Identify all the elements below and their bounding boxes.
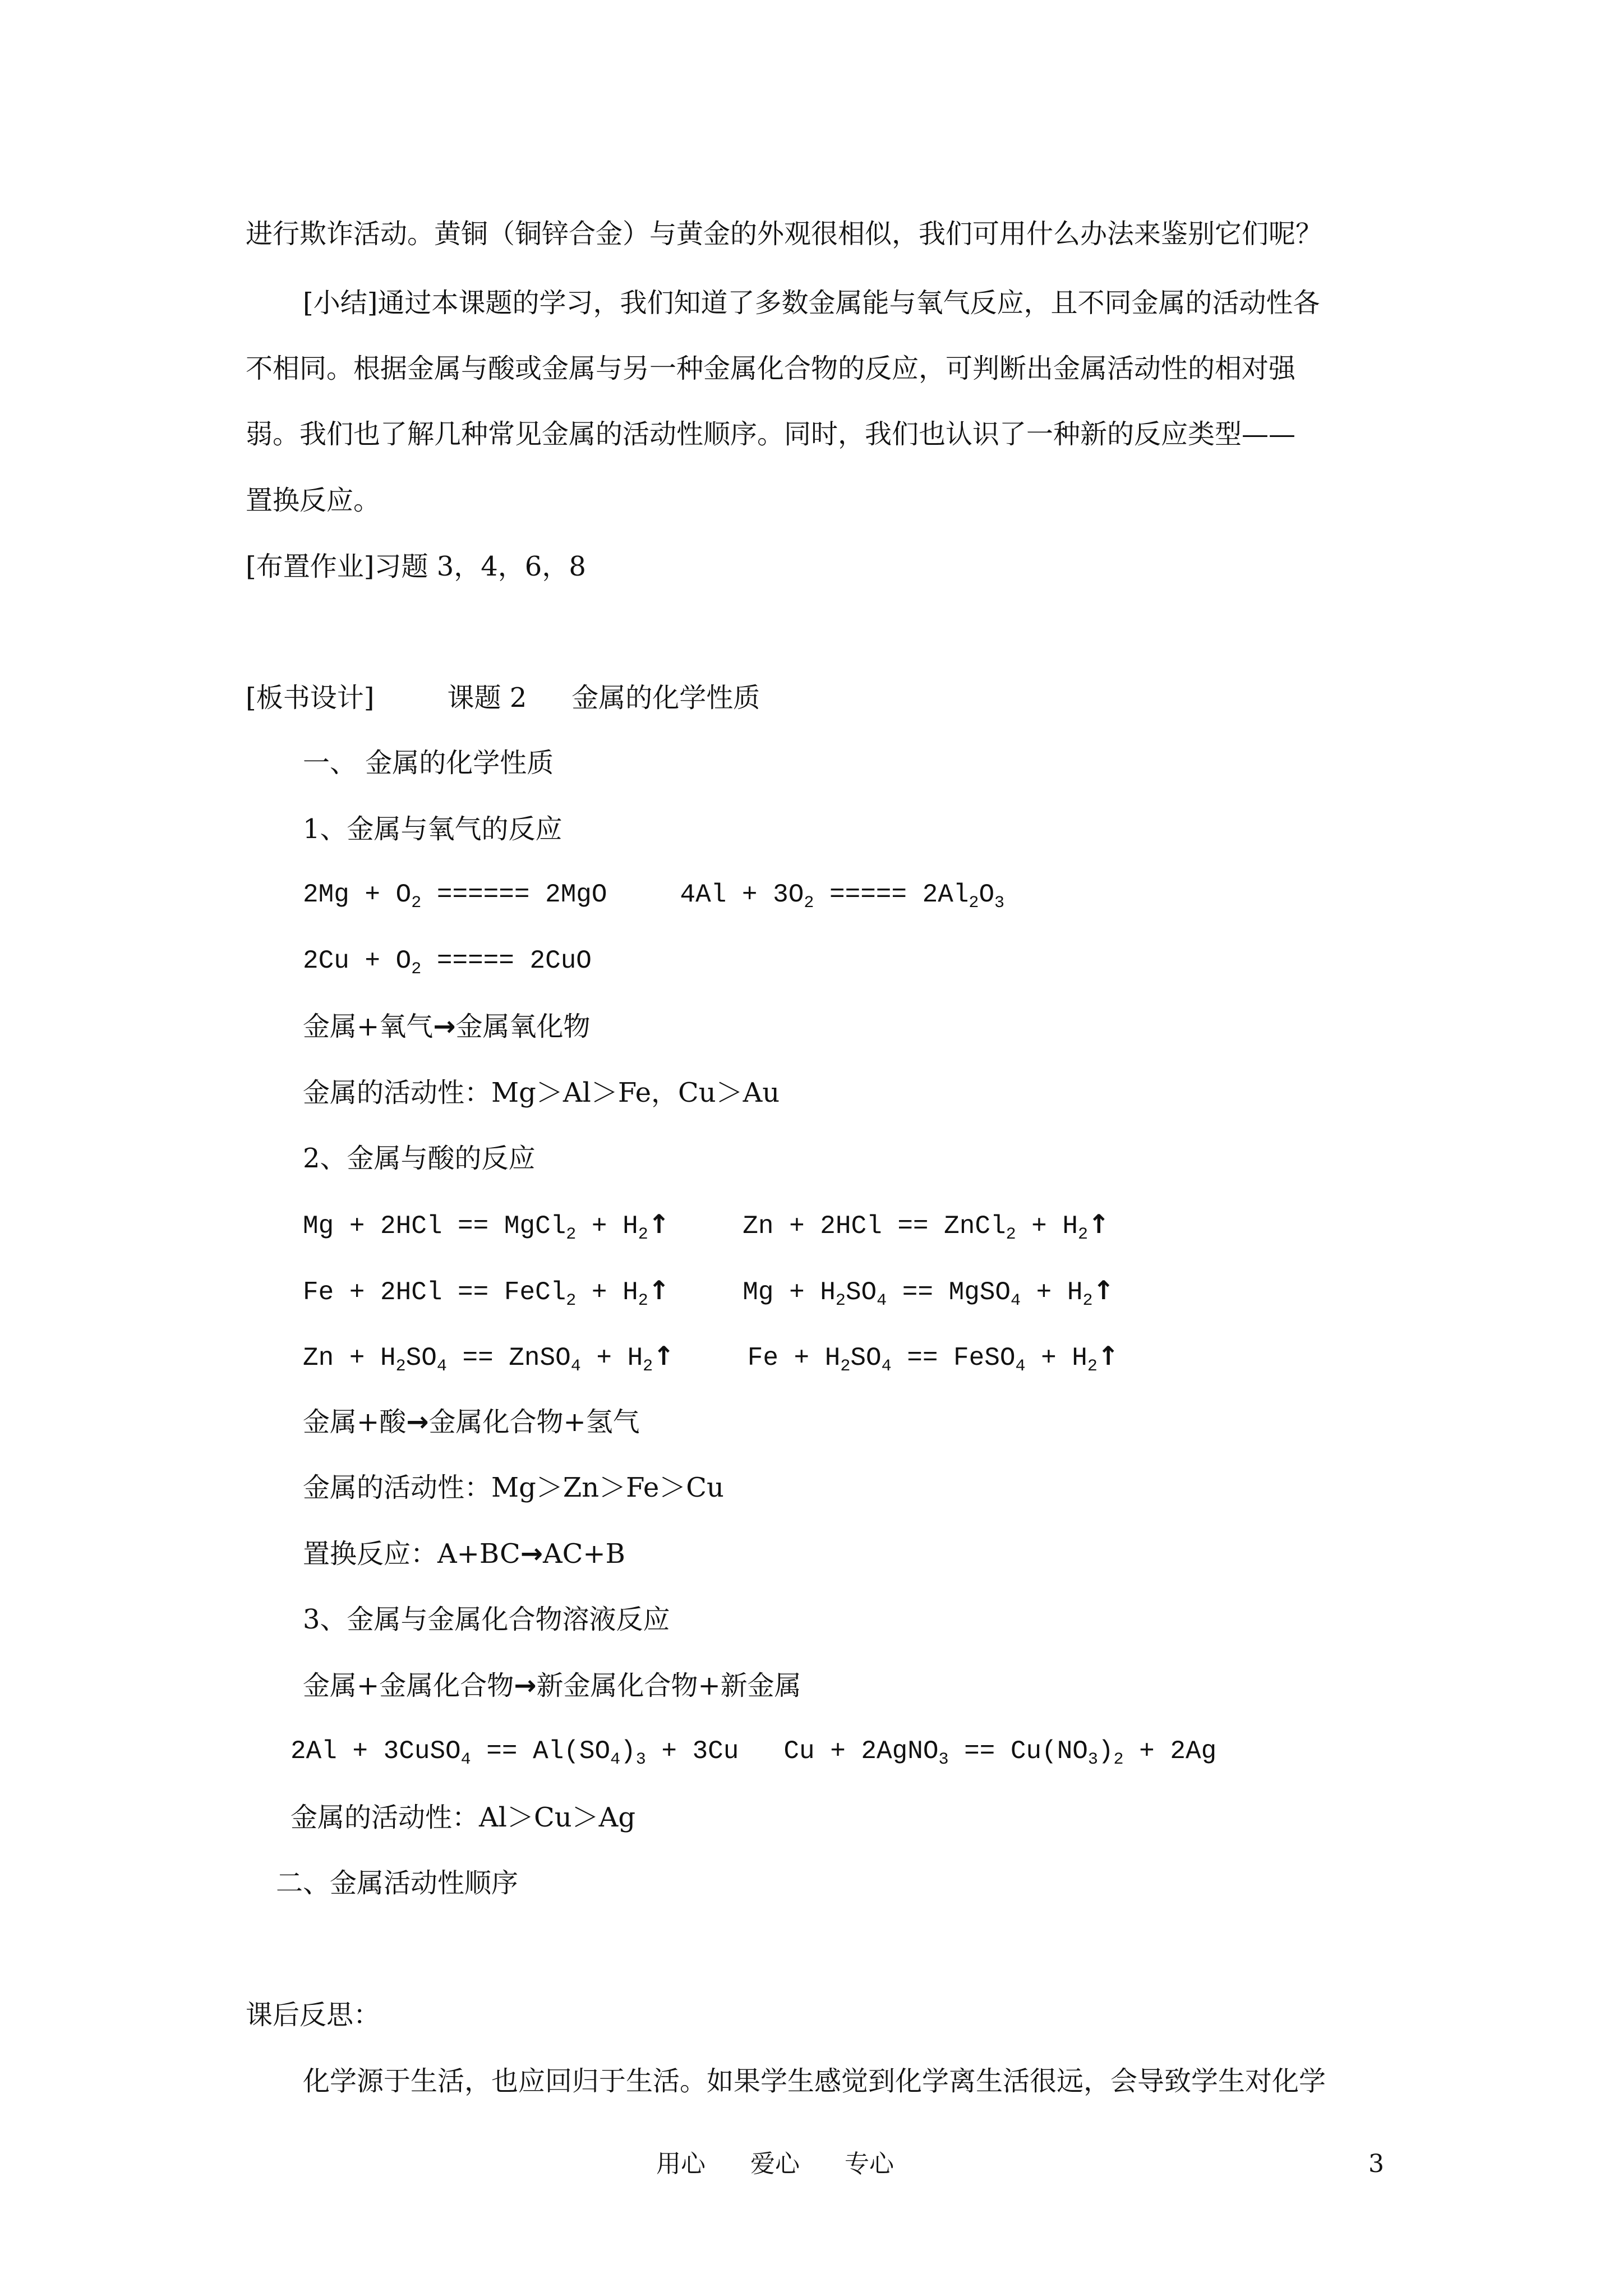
equation-line bbox=[303, 878, 1004, 912]
rule-products: 金属氧化物 bbox=[455, 1011, 591, 1042]
motto-item: 用心 bbox=[656, 2150, 706, 2178]
displacement-rule bbox=[303, 1537, 625, 1571]
activity-order: 金属的活动性：Mg＞Zn＞Fe＞Cu bbox=[303, 1472, 724, 1503]
arrow-icon: → bbox=[514, 1670, 537, 1701]
reflection-text: 化学源于生活，也应回归于生活。如果学生感觉到化学离生活很远，会导致学生对化学 bbox=[303, 2065, 1326, 2097]
arrow-icon: → bbox=[433, 1011, 456, 1042]
activity-order: 金属的活动性：Al＞Cu＞Ag bbox=[291, 1802, 636, 1833]
equation-line bbox=[303, 944, 592, 978]
rule-reactants: 金属+氧气 bbox=[303, 1011, 434, 1042]
summary-line: [小结]通过本课题的学习，我们知道了多数金属能与氧气反应，且不同金属的活动性各 bbox=[303, 287, 1320, 319]
equation: $4Al + 3O_2$ ===== $2Al_2O_3$ bbox=[680, 880, 1005, 913]
rule-reactants: 金属+酸 bbox=[303, 1406, 407, 1438]
subsection-heading: 3、金属与金属化合物溶液反应 bbox=[303, 1604, 670, 1635]
subsection-heading: 1、金属与氧气的反应 bbox=[303, 813, 562, 845]
lesson-number: 课题 2 bbox=[447, 682, 527, 714]
page-number: 3 bbox=[1368, 2150, 1384, 2178]
equation: Fe + 2HCl == FeCl$_2$ + $H_2↑$ bbox=[303, 1275, 670, 1310]
board-label: [板书设计] bbox=[246, 682, 375, 714]
homework-line: [布置作业]习题 3，4，6，8 bbox=[246, 551, 586, 582]
equation: $Mg + H_2SO_4$ == MgSO$_4$ + $H_2↑$ bbox=[743, 1275, 1115, 1310]
reaction-rule bbox=[303, 1405, 640, 1439]
equation: $2Cu + O_2$ ===== 2CuO bbox=[303, 946, 592, 979]
rule-reactants: 金属+金属化合物 bbox=[303, 1670, 514, 1701]
summary-line: 不相同。根据金属与酸或金属与另一种金属化合物的反应，可判断出金属活动性的相对强 bbox=[246, 353, 1296, 384]
equation-line bbox=[303, 1207, 1110, 1243]
equation-line bbox=[291, 1734, 1216, 1768]
equation-line bbox=[303, 1273, 1114, 1309]
equation: 2Al + 3CuSO$_4$ == $Al(SO_4)_3 + 3Cu$ bbox=[291, 1737, 739, 1769]
equation: $Zn + H_2SO_4$ == ZnSO$_4$ + $H_2↑$ bbox=[303, 1341, 675, 1376]
summary-line: 弱。我们也了解几种常见金属的活动性顺序。同时，我们也认识了一种新的反应类型—— bbox=[246, 418, 1296, 450]
section-heading: 二、金属活动性顺序 bbox=[276, 1867, 519, 1899]
equation: Zn + 2HCl == ZnCl$_2$ + $H_2↑$ bbox=[743, 1209, 1110, 1244]
motto-item: 专心 bbox=[845, 2150, 894, 2178]
equation: $Fe + H_2SO_4$ == FeSO$_4$ + $H_2↑$ bbox=[747, 1341, 1119, 1376]
arrow-icon: → bbox=[520, 1538, 543, 1570]
rule-products: AC+B bbox=[543, 1538, 625, 1570]
equation: Cu + 2AgNO$_3$ == $Cu(NO_3)_2 + 2Ag$ bbox=[783, 1737, 1217, 1769]
reaction-rule bbox=[303, 1669, 801, 1703]
subsection-heading: 2、金属与酸的反应 bbox=[303, 1143, 536, 1174]
reflection-label: 课后反思： bbox=[246, 1999, 381, 2031]
reaction-rule bbox=[303, 1010, 590, 1043]
board-heading bbox=[246, 681, 760, 715]
motto-item: 爱心 bbox=[750, 2150, 800, 2178]
equation: Mg + 2HCl == MgCl$_2$ + $H_2↑$ bbox=[303, 1209, 670, 1244]
arrow-icon: → bbox=[406, 1406, 429, 1438]
footer-motto bbox=[656, 2148, 894, 2180]
equation: $2Mg + O_2$ ====== 2MgO bbox=[303, 880, 607, 913]
section-heading: 一、 金属的化学性质 bbox=[303, 747, 554, 779]
equation-line bbox=[303, 1339, 1119, 1375]
activity-order: 金属的活动性：Mg＞Al＞Fe，Cu＞Au bbox=[303, 1077, 780, 1108]
lesson-title: 金属的化学性质 bbox=[571, 682, 760, 714]
summary-line: 置换反应。 bbox=[246, 485, 381, 516]
rule-products: 新金属化合物+新金属 bbox=[536, 1670, 801, 1701]
rule-products: 金属化合物+氢气 bbox=[428, 1406, 640, 1438]
paragraph-line: 进行欺诈活动。黄铜（铜锌合金）与黄金的外观很相似，我们可用什么办法来鉴别它们呢？ bbox=[246, 218, 1323, 250]
rule-reactants: 置换反应：A+BC bbox=[303, 1538, 520, 1570]
